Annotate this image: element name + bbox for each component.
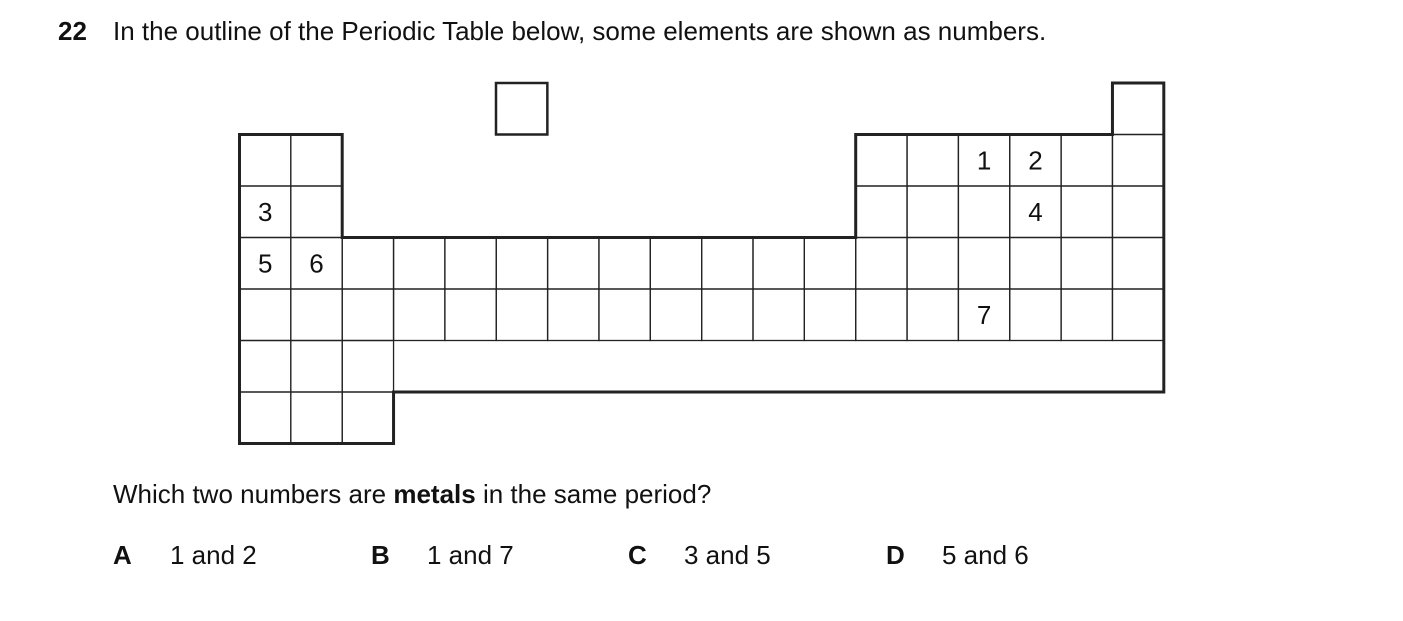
table-cell [702,238,753,290]
table-cell [907,238,958,290]
table-cell [958,186,1009,238]
table-cell [291,135,342,187]
element-number-label: 4 [1028,196,1043,227]
table-cell [753,289,804,341]
table-cell [240,135,291,187]
table-cell [1061,135,1112,187]
prompt-emphasis: metals [393,479,476,509]
option-a-text[interactable]: 1 and 2 [170,540,257,570]
table-cell [1112,289,1163,341]
question-number: 22 [58,16,87,46]
table-cell [1010,289,1061,341]
table-cell [1112,135,1163,187]
option-c-letter[interactable]: C [628,540,647,570]
element-number-label: 5 [257,248,273,279]
table-cell [702,289,753,341]
option-d-text[interactable]: 5 and 6 [942,540,1029,570]
table-cell [291,186,342,238]
question-text: In the outline of the Periodic Table below, some elements are shown as numbers. [113,16,1047,46]
element-number-label: 2 [1028,145,1043,176]
table-cell [291,341,342,393]
table-cell [291,392,342,444]
table-cell [394,289,445,341]
table-cell [753,238,804,290]
table-cell [240,341,291,393]
question-prompt: Which two numbers are metals in the same period? [113,479,712,509]
table-cell [240,289,291,341]
table-cell [856,238,907,290]
table-cell [1112,83,1163,135]
table-cell [907,289,958,341]
table-cell [1112,186,1163,238]
table-cell [907,186,958,238]
table-cell [240,392,291,444]
table-cell [958,238,1009,290]
table-cell [342,289,393,341]
table-cell [342,392,393,444]
option-b-letter[interactable]: B [371,540,390,570]
table-cell [342,341,393,393]
table-cell [1010,238,1061,290]
table-cell [650,238,701,290]
table-cell [445,289,496,341]
table-cell [907,135,958,187]
table-cell [856,186,907,238]
hydrogen-box [496,83,547,135]
table-cell [548,289,599,341]
table-cell [1061,289,1112,341]
table-cell [599,289,650,341]
table-cell [445,238,496,290]
option-c-text[interactable]: 3 and 5 [684,540,771,570]
table-cell [1061,186,1112,238]
table-cell [291,289,342,341]
table-cell [342,238,393,290]
table-cell [496,238,547,290]
element-number-label: 6 [309,248,324,279]
table-cell [1061,238,1112,290]
option-a-letter[interactable]: A [113,540,132,570]
element-number-label: 7 [976,299,992,330]
table-cell [1112,238,1163,290]
table-cell [856,135,907,187]
table-cell [394,238,445,290]
table-cell [548,238,599,290]
table-cell [856,289,907,341]
table-cell [804,238,855,290]
option-d-letter[interactable]: D [886,540,905,570]
option-b-text[interactable]: 1 and 7 [427,540,514,570]
table-cell [599,238,650,290]
table-cell [804,289,855,341]
table-cell [496,289,547,341]
element-number-label: 3 [257,196,273,227]
element-number-label: 1 [976,145,992,176]
table-cell [650,289,701,341]
